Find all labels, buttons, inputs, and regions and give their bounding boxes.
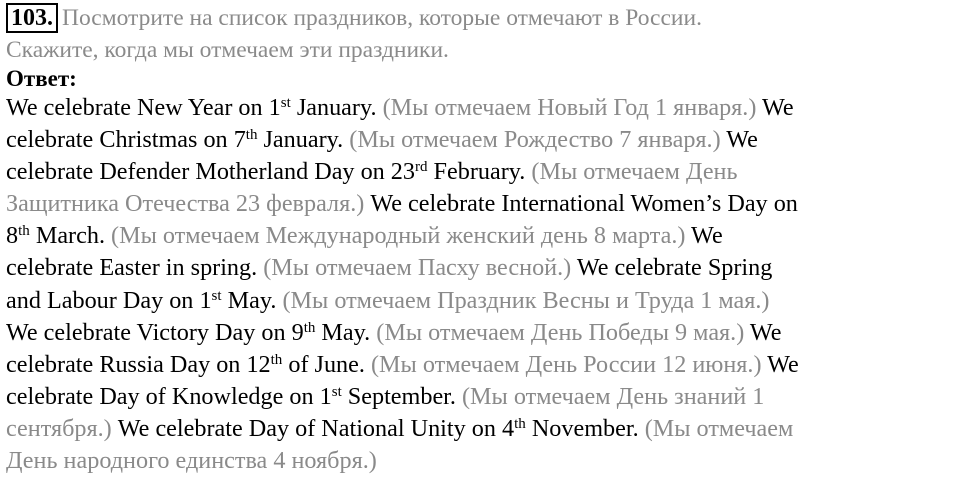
russian-translation: (Мы отмечаем День России 12 июня.) (370, 350, 762, 378)
english-text: February. (427, 158, 532, 186)
english-text: September. (341, 382, 462, 410)
english-text: We (761, 350, 799, 378)
answer-label: Ответ: (6, 66, 77, 91)
english-text: celebrate Russia Day on 12 (6, 350, 271, 378)
answer-line (6, 220, 954, 252)
english-text: celebrate Defender Motherland Day on 23 (6, 158, 415, 186)
english-text: January. (257, 126, 350, 154)
english-text: January. (290, 94, 383, 121)
english-text: We celebrate Spring (571, 254, 773, 282)
russian-translation: День народного единства 4 ноября.) (6, 447, 377, 475)
english-text: celebrate Christmas on 7 (6, 126, 246, 154)
russian-translation: (Мы отмечаем Пасху весной.) (263, 254, 572, 282)
answer-line (6, 413, 954, 445)
answer-line (6, 156, 954, 188)
russian-translation: (Мы отмечаем Международный женский день 8 марта.) (111, 222, 686, 250)
english-text: May. (315, 318, 377, 346)
russian-translation: (Мы отмечаем (644, 414, 794, 442)
answer-text (6, 92, 954, 477)
russian-translation: (Мы отмечаем Рождество 7 января.) (349, 126, 721, 154)
english-text: May. (221, 286, 283, 314)
answer-line (6, 252, 954, 284)
ordinal-suffix: th (303, 319, 316, 336)
english-text: We (720, 126, 758, 154)
russian-translation: сентября.) (6, 414, 112, 442)
english-text: and Labour Day on 1 (6, 286, 212, 314)
russian-translation: (Мы отмечаем День Победы 9 мая.) (376, 318, 745, 346)
english-text: We celebrate New Year on 1 (6, 94, 281, 121)
task-prompt-line-1: Посмотрите на список праздников, которые отмечают в России. (62, 5, 702, 31)
ordinal-suffix: st (211, 287, 222, 304)
ordinal-suffix: st (331, 383, 342, 400)
ordinal-suffix: st (280, 94, 291, 111)
answer-line (6, 317, 954, 349)
english-text: We (756, 94, 794, 121)
english-text: of June. (282, 350, 371, 378)
answer-line (6, 92, 954, 124)
english-text: We celebrate Victory Day on 9 (6, 318, 304, 346)
russian-translation: Защитника Отечества 23 февраля.) (6, 190, 365, 218)
english-text: celebrate Easter in spring. (6, 254, 264, 282)
english-text: We (744, 318, 782, 346)
english-text: We celebrate International Women’s Day on (364, 190, 798, 218)
task-line-1 (6, 2, 954, 34)
russian-translation: (Мы отмечаем Новый Год 1 января.) (382, 94, 757, 121)
english-text: March. (29, 222, 112, 250)
answer-line (6, 349, 954, 381)
task-number: 103. (6, 3, 58, 33)
answer-line (6, 188, 954, 220)
english-text: We celebrate Day of National Unity on 4 (111, 414, 515, 442)
english-text: We (685, 222, 723, 250)
english-text: 8 (6, 222, 19, 250)
ordinal-suffix: th (245, 126, 258, 143)
russian-translation: (Мы отмечаем День знаний 1 (462, 382, 765, 410)
ordinal-suffix: th (514, 415, 526, 432)
ordinal-suffix: th (270, 351, 283, 368)
task-line-2: Скажите, когда мы отмечаем эти праздники. (6, 37, 449, 63)
ordinal-suffix: th (18, 223, 30, 240)
english-text: celebrate Day of Knowledge on 1 (6, 382, 332, 410)
russian-translation: (Мы отмечаем Праздник Весны и Труда 1 мая.) (282, 286, 770, 314)
answer-line (6, 445, 954, 477)
answer-line (6, 381, 954, 413)
russian-translation: (Мы отмечаем День (531, 158, 738, 186)
answer-line (6, 285, 954, 317)
ordinal-suffix: rd (415, 158, 428, 175)
english-text: November. (525, 414, 645, 442)
answer-line (6, 124, 954, 156)
